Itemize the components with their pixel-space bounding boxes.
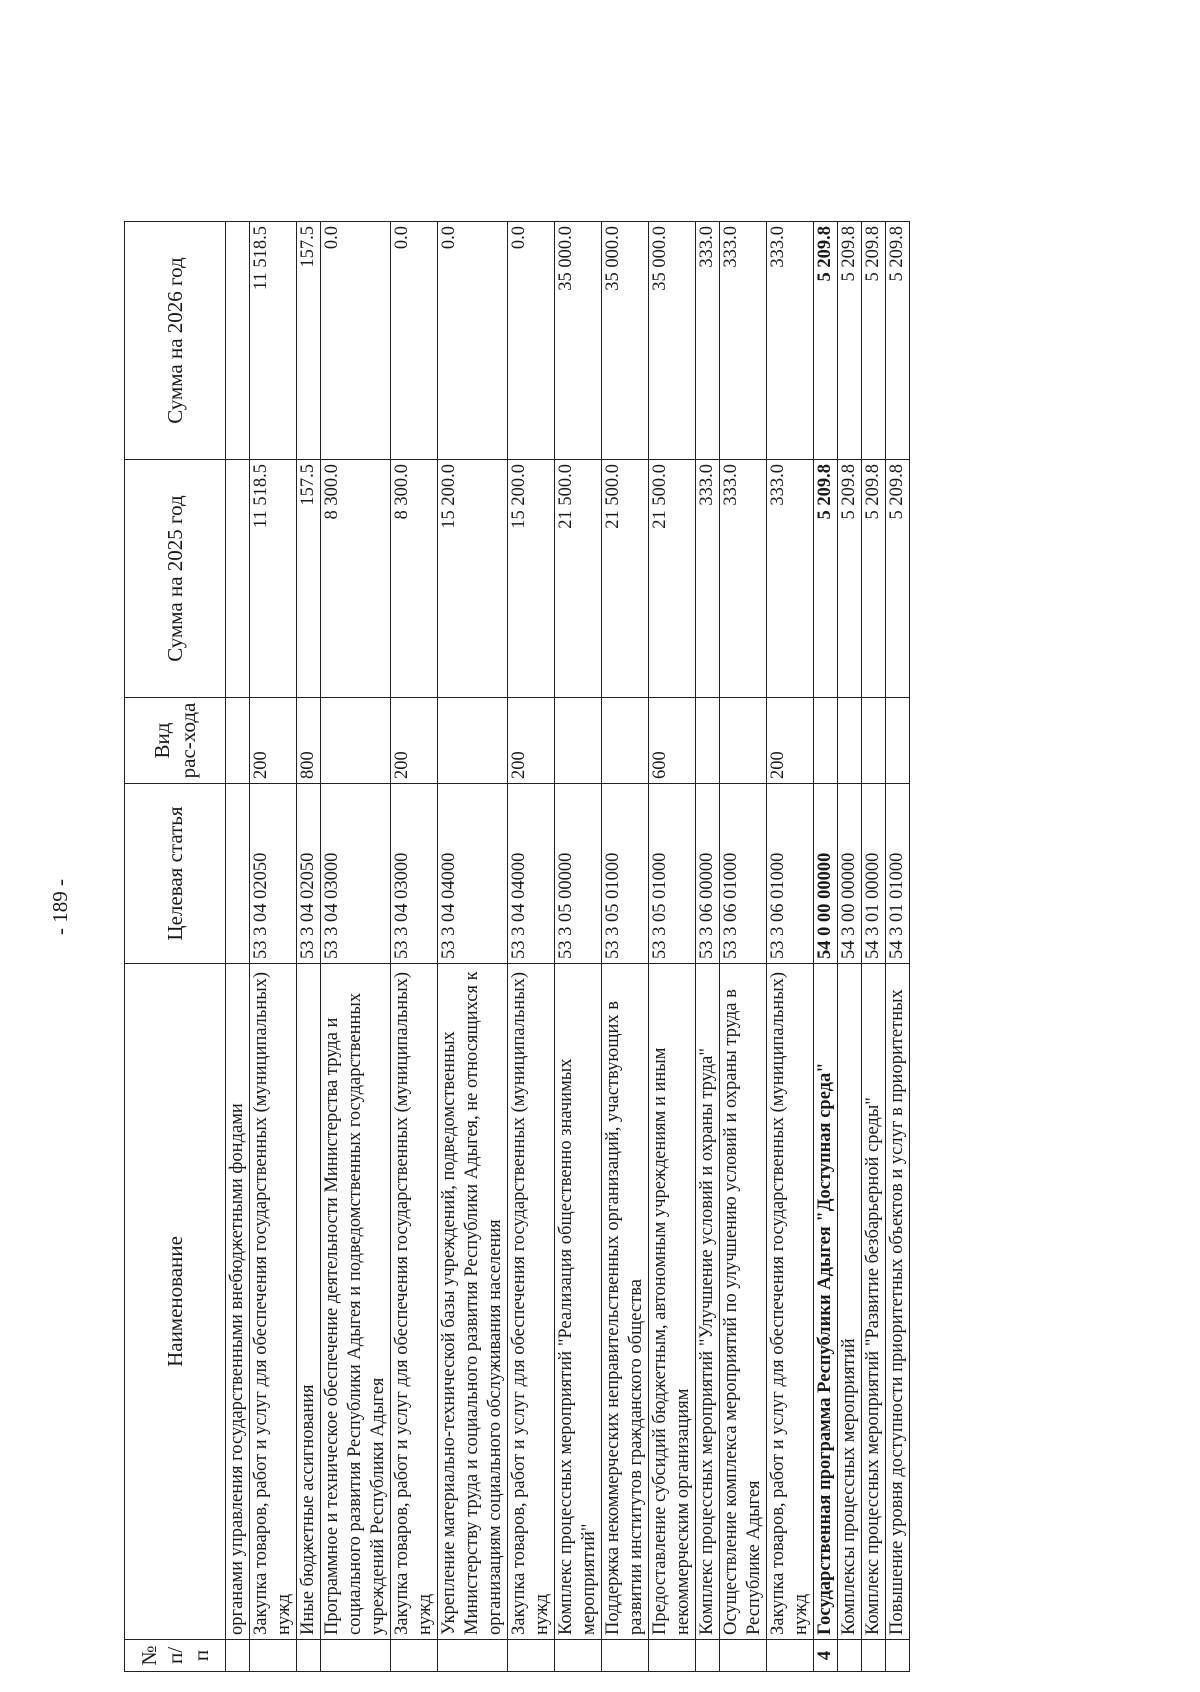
header-sum-2025: Сумма на 2025 год <box>125 460 226 698</box>
table-row <box>226 222 250 1672</box>
row-expense-type <box>696 698 720 784</box>
table-header-row <box>125 222 226 1672</box>
row-name: Закупка товаров, работ и услуг для обеспечения государственных (муниципальных) нужд <box>391 964 438 1640</box>
row-number <box>862 1640 886 1672</box>
row-expense-type <box>321 698 391 784</box>
table-row <box>886 222 910 1672</box>
row-sum-2026: 0.0 <box>438 222 508 460</box>
row-sum-2026: 5 209.8 <box>862 222 886 460</box>
row-number <box>250 1640 297 1672</box>
table-row <box>649 222 696 1672</box>
table-row <box>508 222 555 1672</box>
table-row <box>321 222 391 1672</box>
header-name: Наименование <box>125 964 226 1640</box>
row-expense-type <box>226 698 250 784</box>
header-sum-2026: Сумма на 2026 год <box>125 222 226 460</box>
table-row <box>838 222 862 1672</box>
row-name: Закупка товаров, работ и услуг для обеспечения государственных (муниципальных) нужд <box>250 964 297 1640</box>
table-row <box>602 222 649 1672</box>
table-row <box>297 222 321 1672</box>
budget-table <box>124 221 910 1672</box>
row-expense-type <box>886 698 910 784</box>
row-number <box>226 1640 250 1672</box>
row-name: Государственная программа Республики Адыгея "Доступная среда" <box>814 964 838 1640</box>
row-target-code: 54 3 00 00000 <box>838 784 862 964</box>
row-name: Комплекс процессных мероприятий "Улучшение условий и охраны труда" <box>696 964 720 1640</box>
row-expense-type: 200 <box>508 698 555 784</box>
row-sum-2026: 11 518.5 <box>250 222 297 460</box>
row-name: Иные бюджетные ассигнования <box>297 964 321 1640</box>
row-name: Закупка товаров, работ и услуг для обеспечения государственных (муниципальных) нужд <box>508 964 555 1640</box>
row-sum-2025: 5 209.8 <box>814 460 838 698</box>
row-sum-2025: 157.5 <box>297 460 321 698</box>
header-code: Целевая статья <box>125 784 226 964</box>
row-sum-2025: 21 500.0 <box>555 460 602 698</box>
table-row <box>767 222 814 1672</box>
row-sum-2026: 5 209.8 <box>814 222 838 460</box>
row-expense-type: 600 <box>649 698 696 784</box>
table-row <box>391 222 438 1672</box>
row-target-code <box>226 784 250 964</box>
table-row <box>555 222 602 1672</box>
row-number <box>391 1640 438 1672</box>
row-sum-2025: 8 300.0 <box>321 460 391 698</box>
row-target-code: 53 3 06 01000 <box>720 784 767 964</box>
row-expense-type <box>862 698 886 784</box>
row-sum-2025 <box>226 460 250 698</box>
row-sum-2025: 11 518.5 <box>250 460 297 698</box>
row-sum-2026: 333.0 <box>767 222 814 460</box>
row-number <box>555 1640 602 1672</box>
table-row <box>814 222 838 1672</box>
row-sum-2025: 5 209.8 <box>886 460 910 698</box>
row-target-code: 53 3 04 02050 <box>297 784 321 964</box>
row-sum-2026: 5 209.8 <box>886 222 910 460</box>
table-row <box>862 222 886 1672</box>
row-sum-2025: 15 200.0 <box>508 460 555 698</box>
row-sum-2026: 0.0 <box>321 222 391 460</box>
row-name: Поддержка некоммерческих неправительственных организаций, участвующих в развитии институтов гражданского общества <box>602 964 649 1640</box>
table-row <box>438 222 508 1672</box>
row-target-code: 54 3 01 00000 <box>862 784 886 964</box>
row-name: Программное и техническое обеспечение деятельности Министерства труда и социального развития Республики Адыгея и подведомственных государственных учреждений Республики Адыгея <box>321 964 391 1640</box>
row-sum-2026: 0.0 <box>391 222 438 460</box>
row-target-code: 53 3 05 01000 <box>649 784 696 964</box>
row-target-code: 54 0 00 00000 <box>814 784 838 964</box>
row-sum-2026: 35 000.0 <box>555 222 602 460</box>
row-number <box>321 1640 391 1672</box>
row-expense-type <box>838 698 862 784</box>
row-name: Комплекс процессных мероприятий "Развитие безбарьерной среды" <box>862 964 886 1640</box>
table-row <box>696 222 720 1672</box>
row-name: Закупка товаров, работ и услуг для обеспечения государственных (муниципальных) нужд <box>767 964 814 1640</box>
row-expense-type <box>720 698 767 784</box>
row-sum-2026: 157.5 <box>297 222 321 460</box>
row-name: органами управления государственными внебюджетными фондами <box>226 964 250 1640</box>
row-number <box>508 1640 555 1672</box>
row-sum-2025: 333.0 <box>696 460 720 698</box>
row-number <box>886 1640 910 1672</box>
row-name: Предоставление субсидий бюджетным, автономным учреждениям и иным некоммерческим организациям <box>649 964 696 1640</box>
row-sum-2026: 35 000.0 <box>602 222 649 460</box>
row-expense-type: 800 <box>297 698 321 784</box>
row-target-code: 53 3 04 04000 <box>508 784 555 964</box>
row-target-code: 53 3 04 03000 <box>391 784 438 964</box>
row-sum-2026: 333.0 <box>696 222 720 460</box>
row-sum-2025: 15 200.0 <box>438 460 508 698</box>
row-target-code: 53 3 04 04000 <box>438 784 508 964</box>
header-num: № п/п <box>125 1640 226 1672</box>
row-target-code: 53 3 05 01000 <box>602 784 649 964</box>
row-name: Осуществление комплекса мероприятий по улучшению условий и охраны труда в Республике Адыгея <box>720 964 767 1640</box>
row-number <box>696 1640 720 1672</box>
row-number <box>438 1640 508 1672</box>
header-type: Вид рас-хода <box>125 698 226 784</box>
row-name: Повышение уровня доступности приоритетных объектов и услуг в приоритетных <box>886 964 910 1640</box>
row-sum-2026: 5 209.8 <box>838 222 862 460</box>
row-expense-type <box>555 698 602 784</box>
row-name: Комплексы процессных мероприятий <box>838 964 862 1640</box>
row-sum-2026: 0.0 <box>508 222 555 460</box>
row-sum-2026: 333.0 <box>720 222 767 460</box>
row-expense-type: 200 <box>250 698 297 784</box>
row-number: 4 <box>814 1640 838 1672</box>
row-target-code: 53 3 06 01000 <box>767 784 814 964</box>
row-expense-type <box>602 698 649 784</box>
row-number <box>838 1640 862 1672</box>
row-sum-2025: 21 500.0 <box>649 460 696 698</box>
table-body <box>226 222 910 1672</box>
row-sum-2025: 5 209.8 <box>838 460 862 698</box>
row-expense-type: 200 <box>391 698 438 784</box>
row-target-code: 53 3 06 00000 <box>696 784 720 964</box>
row-sum-2025: 21 500.0 <box>602 460 649 698</box>
row-expense-type: 200 <box>767 698 814 784</box>
row-target-code: 53 3 04 02050 <box>250 784 297 964</box>
row-number <box>767 1640 814 1672</box>
rotated-page <box>0 122 1090 1692</box>
row-number <box>720 1640 767 1672</box>
page-number: - 189 - <box>48 879 72 935</box>
row-number <box>649 1640 696 1672</box>
row-number <box>602 1640 649 1672</box>
row-name: Комплекс процессных мероприятий "Реализация общественно значимых мероприятий" <box>555 964 602 1640</box>
table-row <box>250 222 297 1672</box>
row-expense-type <box>438 698 508 784</box>
row-sum-2025: 333.0 <box>720 460 767 698</box>
row-target-code: 53 3 05 00000 <box>555 784 602 964</box>
row-expense-type <box>814 698 838 784</box>
row-sum-2026: 35 000.0 <box>649 222 696 460</box>
row-sum-2026 <box>226 222 250 460</box>
row-name: Укрепление материально-технической базы учреждений, подведомственных Министерству труда и социального развития Республики Адыгея, не относящихся к организациям социального обслуживания населения <box>438 964 508 1640</box>
row-sum-2025: 5 209.8 <box>862 460 886 698</box>
row-sum-2025: 333.0 <box>767 460 814 698</box>
table-row <box>720 222 767 1672</box>
row-sum-2025: 8 300.0 <box>391 460 438 698</box>
row-target-code: 53 3 04 03000 <box>321 784 391 964</box>
row-number <box>297 1640 321 1672</box>
row-target-code: 54 3 01 01000 <box>886 784 910 964</box>
